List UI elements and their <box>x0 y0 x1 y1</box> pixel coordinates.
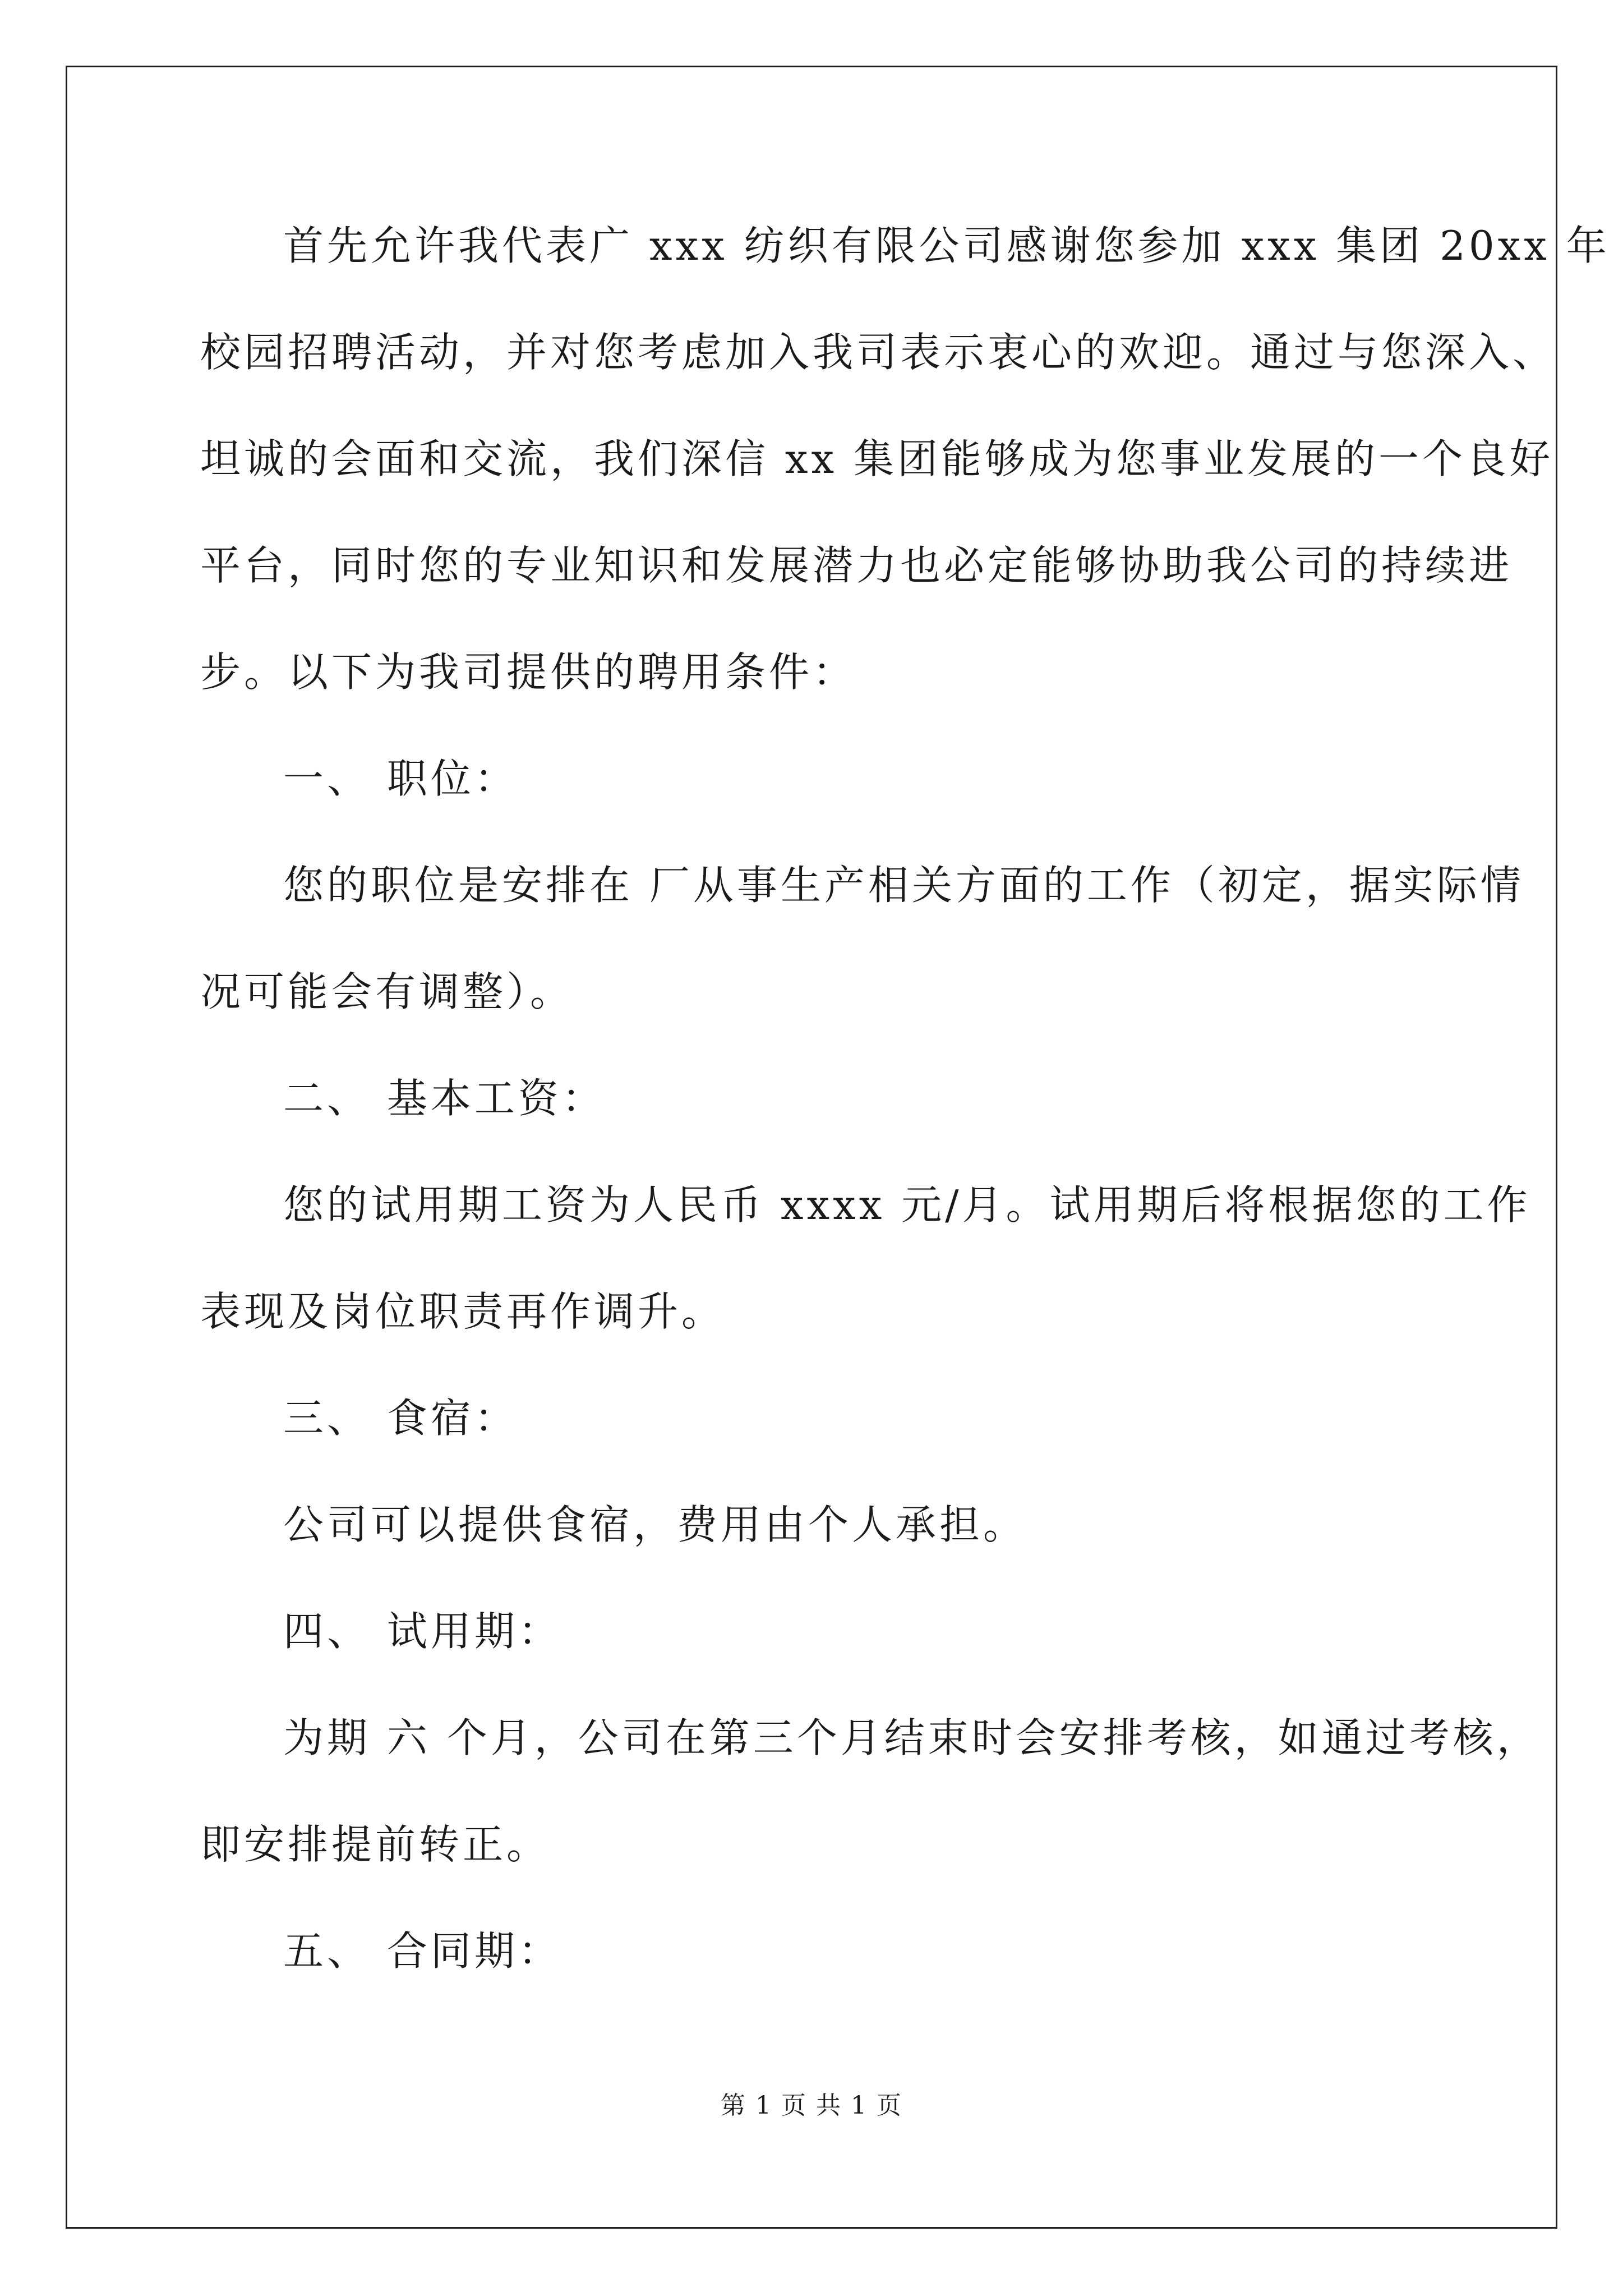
paragraph-line: 坦诚的会面和交流，我们深信 xx 集团能够成为您事业发展的一个良好 <box>200 435 1553 482</box>
paragraph-line: 您的职位是安排在 厂从事生产相关方面的工作（初定，据实际情 <box>283 862 1524 909</box>
paragraph-line: 步。以下为我司提供的聘用条件： <box>200 648 857 696</box>
paragraph-line: 表现及岗位职责再作调升。 <box>200 1288 726 1335</box>
section-heading-position: 一、 职位： <box>283 755 518 802</box>
paragraph-line: 您的试用期工资为人民币 xxxx 元/月。试用期后将根据您的工作 <box>283 1181 1531 1228</box>
page-footer: 第 1 页 共 1 页 <box>721 2091 902 2120</box>
section-heading-salary: 二、 基本工资： <box>283 1075 606 1122</box>
paragraph-line: 为期 六 个月，公司在第三个月结束时会安排考核，如通过考核， <box>283 1714 1541 1761</box>
section-heading-contract: 五、 合同期： <box>283 1927 562 1975</box>
paragraph-line: 首先允许我代表广 xxx 纺织有限公司感谢您参加 xxx 集团 20xx 年 <box>283 222 1610 269</box>
paragraph-line: 校园招聘活动，并对您考虑加入我司表示衷心的欢迎。通过与您深入、 <box>200 329 1557 376</box>
section-heading-probation: 四、 试用期： <box>283 1608 562 1655</box>
page-border <box>66 66 1557 2229</box>
paragraph-line: 即安排提前转正。 <box>200 1821 551 1868</box>
paragraph-line: 平台，同时您的专业知识和发展潜力也必定能够协助我公司的持续进 <box>200 542 1513 589</box>
paragraph-line: 况可能会有调整）。 <box>200 968 574 1015</box>
paragraph-line: 公司可以提供食宿，费用由个人承担。 <box>283 1501 1027 1548</box>
section-heading-accommodation: 三、 食宿： <box>283 1395 518 1442</box>
